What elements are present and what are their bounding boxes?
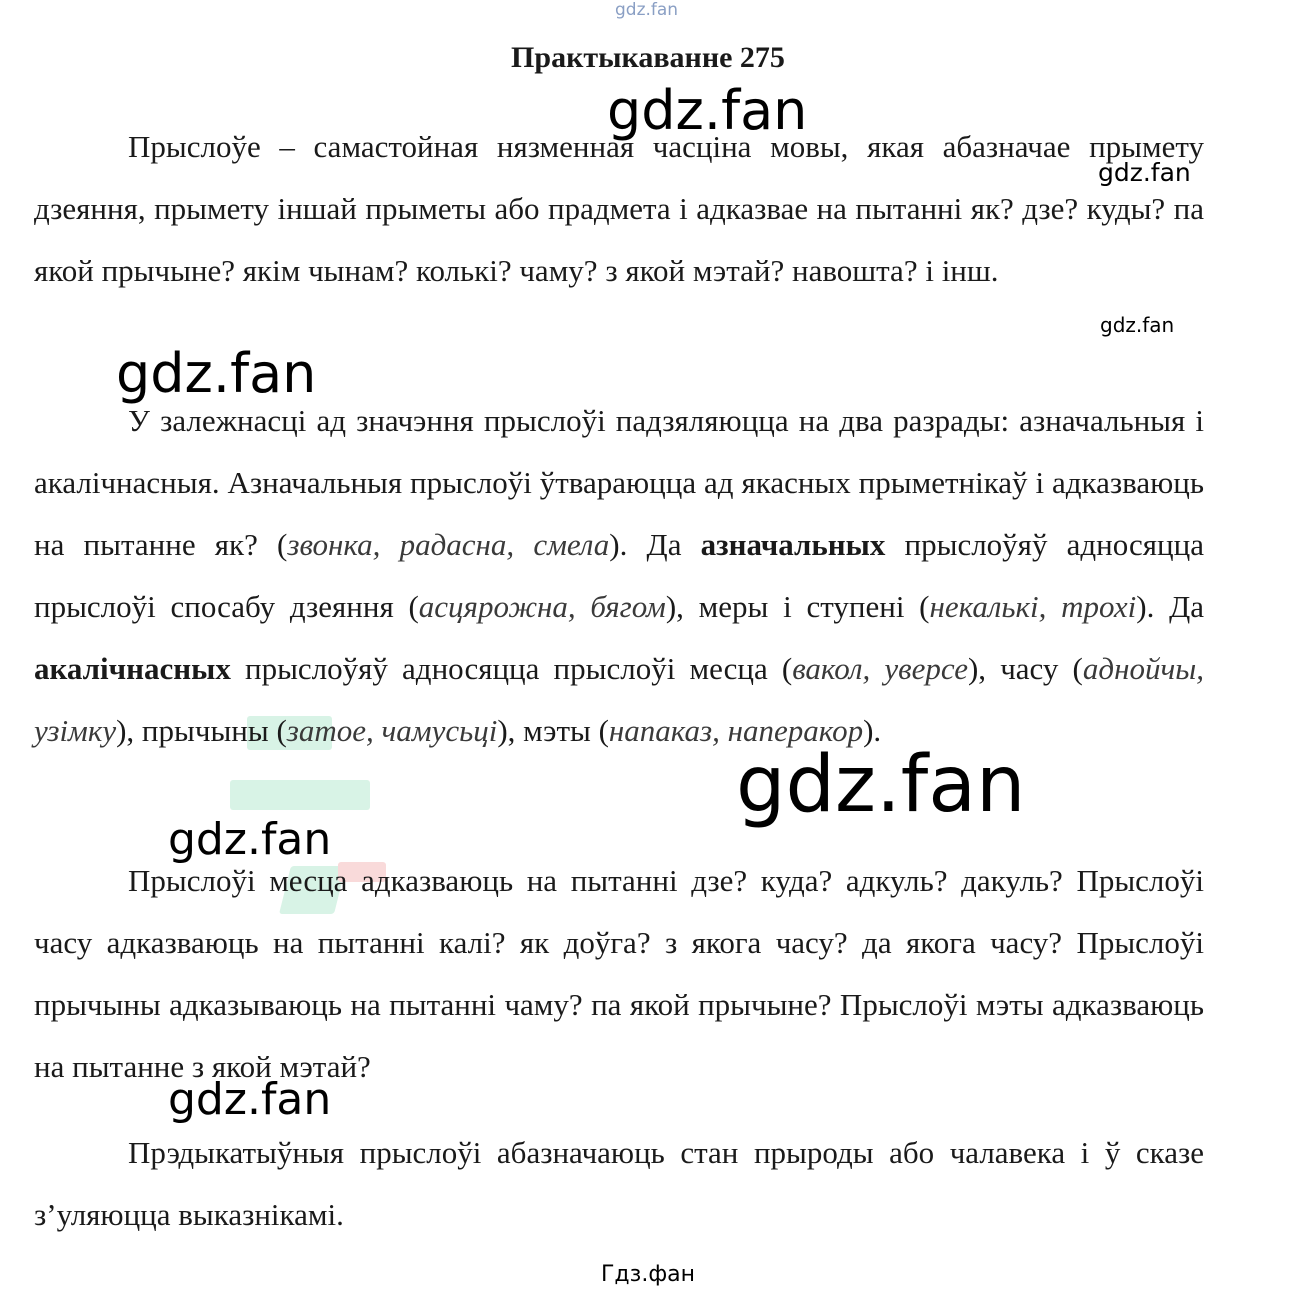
watermark: gdz.fan xyxy=(736,740,1026,830)
paragraph-questions: Прыслоўі месца адказваюць на пытанні дзе? куда? адкуль? дакуль? Прыслоўі часу адказваюць на пытанні калі? як доўга? з якога часу? да якога часу? Прыслоўі прычыны адказываюць на пытанні чаму? па якой прычыне? Прыслоўі мэты адказваюць на пытанне з якой мэтай? xyxy=(34,863,1204,1084)
watermark: gdz.fan xyxy=(607,79,808,142)
paragraph-categories xyxy=(34,390,1204,762)
paragraph-definition: Прыслоўе – самастойная нязменная часціна мовы, якая абазначае прымету дзеяння, прымету іншай прыметы або прадмета і адказвае на пытанні як? дзе? куды? па якой прычыне? якім чынам? колькі? чаму? з якой мэтай? навошта? і інш. xyxy=(34,129,1204,288)
example-words: затое, чамусьці xyxy=(286,713,498,748)
watermark-top: gdz.fan xyxy=(615,0,679,20)
watermark: gdz.fan xyxy=(168,814,332,865)
watermark: gdz.fan xyxy=(168,1074,332,1125)
text-run: У залежнасці ад значэння прыслоўі падзяляюцца на два разрады: азначальныя і акалічнасныя. Азначальныя прыслоўі ўтвараюцца ад якасных прыметнікаў і адказваюць на пытанне як? ( xyxy=(34,403,1204,562)
text-run: ), меры і ступені ( xyxy=(665,589,930,624)
text-run: прыслоўяў адносяцца прыслоўі спосабу дзеяння ( xyxy=(34,527,1204,624)
paragraph-predicative: Прэдыкатыўныя прыслоўі абазначаюць стан прыроды або чалавека і ў сказе з’уляюцца выказнікамі. xyxy=(34,1135,1204,1232)
example-words: звонка, радасна, смела xyxy=(287,527,610,562)
page-title: Практыкаванне 275 xyxy=(511,41,785,74)
example-words: напаказ, наперакор xyxy=(608,713,864,748)
watermark: gdz.fan xyxy=(1100,313,1175,337)
text-run: ), прычыны ( xyxy=(116,713,287,748)
text-run: ), мэты ( xyxy=(497,713,609,748)
footer-label: Гдз.фан xyxy=(601,1262,695,1287)
watermark: gdz.fan xyxy=(1098,158,1191,187)
example-words: вакол, уверсе xyxy=(792,651,968,686)
example-words: аднойчы, узімку xyxy=(34,651,1204,748)
example-words: асцярожна, бягом xyxy=(418,589,666,624)
text-run: ). xyxy=(863,713,882,748)
text-run: ). Да xyxy=(609,527,701,562)
watermark: gdz.fan xyxy=(116,342,317,405)
text-run: ), часу ( xyxy=(967,651,1083,686)
bold-term: акалічнасных xyxy=(34,651,231,686)
bold-term: азначальных xyxy=(700,527,886,562)
text-run: ). Да xyxy=(1136,589,1204,624)
example-words: некалькі, трохі xyxy=(929,589,1137,624)
highlight-mark xyxy=(230,780,370,810)
text-run: прыслоўяў адносяцца прыслоўі месца ( xyxy=(230,651,793,686)
